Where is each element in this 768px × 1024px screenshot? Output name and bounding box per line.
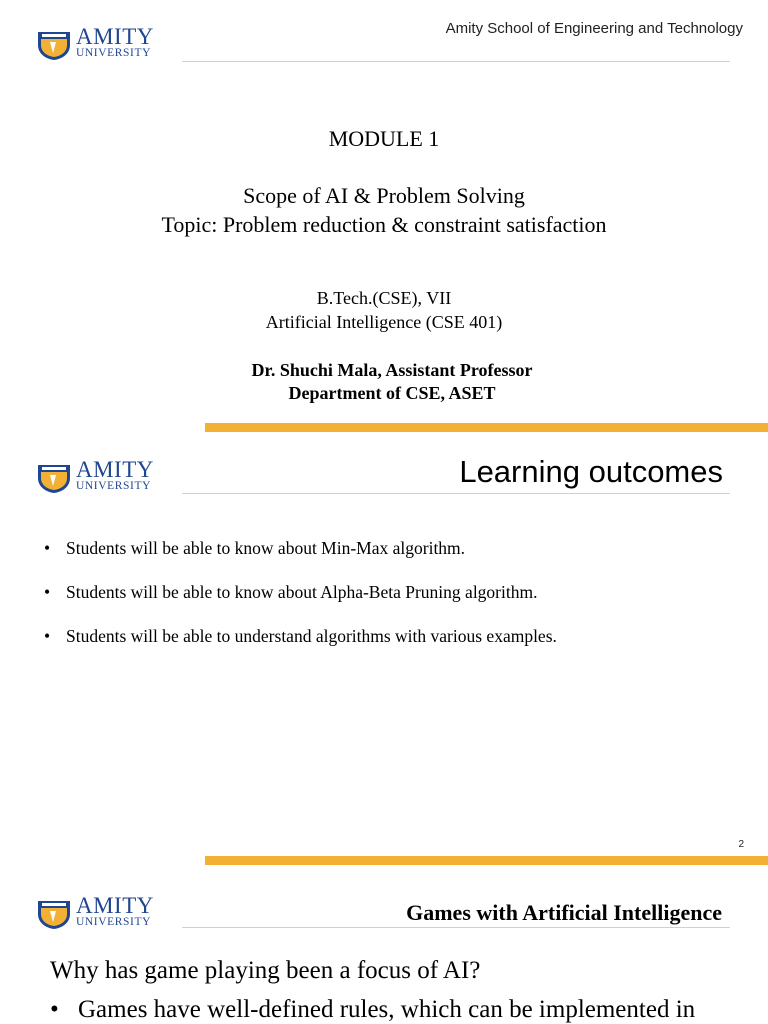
topic-heading: Topic: Problem reduction & constraint satisfaction <box>161 212 607 237</box>
bullet-icon: • <box>50 996 59 1023</box>
logo-subtitle: UNIVERSITY <box>76 47 151 59</box>
amity-shield-icon <box>36 29 72 61</box>
outcomes-list <box>44 536 557 668</box>
slide-heading: Learning outcomes <box>459 454 723 489</box>
question-text: Why has game playing been a focus of AI? <box>50 957 481 984</box>
slide-heading: Games with Artificial Intelligence <box>406 900 722 925</box>
school-name: Amity School of Engineering and Technology <box>445 20 743 37</box>
slide-games-ai <box>0 866 768 1024</box>
list-item: • Students will be able to understand algorithms with various examples. <box>44 626 557 646</box>
amity-shield-icon <box>36 462 72 494</box>
header-divider <box>182 927 730 928</box>
logo-wordmark: AMITY <box>76 457 154 482</box>
amity-logo <box>36 24 172 64</box>
logo-subtitle: UNIVERSITY <box>76 480 151 492</box>
list-item: • Games have well-defined rules, which can be implemented in <box>50 996 696 1023</box>
footer-accent-bar <box>205 856 768 865</box>
amity-logo <box>36 457 172 497</box>
course-name: Artificial Intelligence (CSE 401) <box>265 312 503 332</box>
bullet-icon: • <box>44 538 51 558</box>
course-program: B.Tech.(CSE), VII <box>316 288 452 308</box>
author-department: Department of CSE, ASET <box>288 383 496 403</box>
list-item: • Students will be able to know about Min-Max algorithm. <box>44 538 466 558</box>
header-divider <box>182 61 730 62</box>
logo-subtitle: UNIVERSITY <box>76 916 151 928</box>
list-item: • Students will be able to know about Alpha-Beta Pruning algorithm. <box>44 582 538 602</box>
slide-title-page <box>0 0 768 432</box>
logo-wordmark: AMITY <box>76 893 154 918</box>
scope-heading: Scope of AI & Problem Solving <box>243 183 525 208</box>
amity-logo <box>36 893 172 933</box>
amity-shield-icon <box>36 898 72 930</box>
page-number: 2 <box>738 839 744 850</box>
bullet-icon: • <box>44 582 51 602</box>
module-heading: MODULE 1 <box>328 126 440 151</box>
footer-accent-bar <box>205 423 768 432</box>
bullet-icon: • <box>44 626 51 646</box>
logo-wordmark: AMITY <box>76 24 154 49</box>
author-name: Dr. Shuchi Mala, Assistant Professor <box>251 360 533 380</box>
slide-learning-outcomes <box>0 432 768 866</box>
header-divider <box>182 493 730 494</box>
